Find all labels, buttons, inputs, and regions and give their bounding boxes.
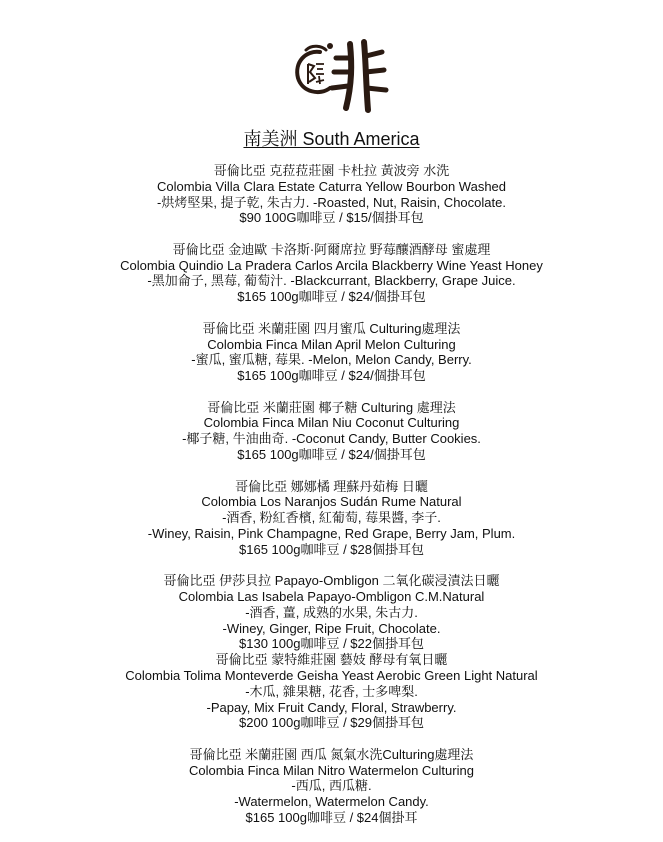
item-price: $165 100g咖啡豆 / $24/個掛耳包 [237,289,426,305]
item-price: $165 100g咖啡豆 / $24/個掛耳包 [237,447,426,463]
menu-item-5 [0,479,663,558]
item-tasting-notes: -黑加侖子, 黑莓, 葡萄汁. -Blackcurrant, Blackberry, Grape Juice. [147,273,516,289]
item-chinese-name: 哥倫比亞 米蘭莊園 四月蜜瓜 Culturing處理法 [202,320,461,336]
item-english-name: Colombia Finca Milan Niu Coconut Culturing [203,415,460,431]
menu-item-8 [0,747,663,826]
item-price: $90 100G咖啡豆 / $15/個掛耳包 [239,210,424,226]
item-tasting-notes: -蜜瓜, 蜜瓜糖, 莓果. -Melon, Melon Candy, Berry. [191,352,472,368]
item-tasting-notes-zh: -木瓜, 雜果糖, 花香, 士多啤梨. [245,683,418,699]
item-chinese-name: 哥倫比亞 金迪歐 卡洛斯·阿爾席拉 野莓釀酒酵母 蜜處理 [172,241,491,257]
item-chinese-name: 哥倫比亞 娜娜橘 理蘇丹茹梅 日曬 [235,478,428,494]
menu-item-7 [0,652,663,731]
item-chinese-name: 哥倫比亞 伊莎貝拉 Papayo-Ombligon 二氧化碳浸漬法日曬 [163,573,500,589]
item-chinese-name: 哥倫比亞 克菈菈莊園 卡杜拉 黃波旁 水洗 [213,163,450,178]
menu-item-6 [0,573,663,652]
item-chinese-name: 哥倫比亞 蒙特維莊園 藝妓 酵母有氧日曬 [215,652,448,668]
item-tasting-notes: -椰子糖, 牛油曲奇. -Coconut Candy, Butter Cookies. [182,431,481,447]
menu-item-3 [0,321,663,384]
item-english-name: Colombia Finca Milan Nitro Watermelon Culturing [189,762,474,778]
item-price: $165 100g咖啡豆 / $24個掛耳 [245,810,418,826]
item-english-name: Colombia Las Isabela Papayo-Ombligon C.M.Natural [178,588,485,604]
logo-mark [286,34,396,114]
item-tasting-notes-zh: -西瓜, 西瓜糖. [291,778,372,794]
menu-item-2 [0,242,663,305]
item-price: $165 100g咖啡豆 / $24/個掛耳包 [237,368,426,384]
item-english-name: Colombia Tolima Monteverde Geisha Yeast Aerobic Green Light Natural [125,667,538,683]
menu-item-4 [0,400,663,463]
coffee-menu [0,163,663,842]
item-tasting-notes-zh: -酒香, 粉紅香檳, 紅葡萄, 莓果醬, 李子. [222,510,441,526]
menu-item-1 [0,163,663,226]
item-tasting-notes-en: -Winey, Ginger, Ripe Fruit, Chocolate. [222,620,441,636]
item-tasting-notes-zh: -酒香, 薑, 成熟的水果, 朱古力. [245,604,418,620]
item-price: $165 100g咖啡豆 / $28個掛耳包 [239,541,424,557]
item-english-name: Colombia Finca Milan April Melon Culturing [207,336,456,352]
item-chinese-name: 哥倫比亞 米蘭莊園 西瓜 氮氣水洗Culturing處理法 [189,746,474,762]
brand-logo [286,34,396,114]
item-chinese-name: 哥倫比亞 米蘭莊園 椰子糖 Culturing 處理法 [207,399,456,415]
item-price: $130 100g咖啡豆 / $22個掛耳包 [239,636,424,652]
item-tasting-notes-en: -Papay, Mix Fruit Candy, Floral, Strawberry. [206,699,457,715]
item-tasting-notes-en: -Watermelon, Watermelon Candy. [234,794,429,810]
item-english-name: Colombia Villa Clara Estate Caturra Yellow Bourbon Washed [156,178,507,194]
item-english-name: Colombia Los Naranjos Sudán Rume Natural [201,494,462,510]
item-tasting-notes: -烘烤堅果, 提子乾, 朱古力. -Roasted, Nut, Raisin, Chocolate. [157,194,506,210]
section-title: 南美洲 South America [243,129,420,149]
item-tasting-notes-en: -Winey, Raisin, Pink Champagne, Red Grape, Berry Jam, Plum. [147,525,516,541]
item-english-name: Colombia Quindio La Pradera Carlos Arcila Blackberry Wine Yeast Honey [120,257,543,273]
item-price: $200 100g咖啡豆 / $29個掛耳包 [239,715,424,731]
